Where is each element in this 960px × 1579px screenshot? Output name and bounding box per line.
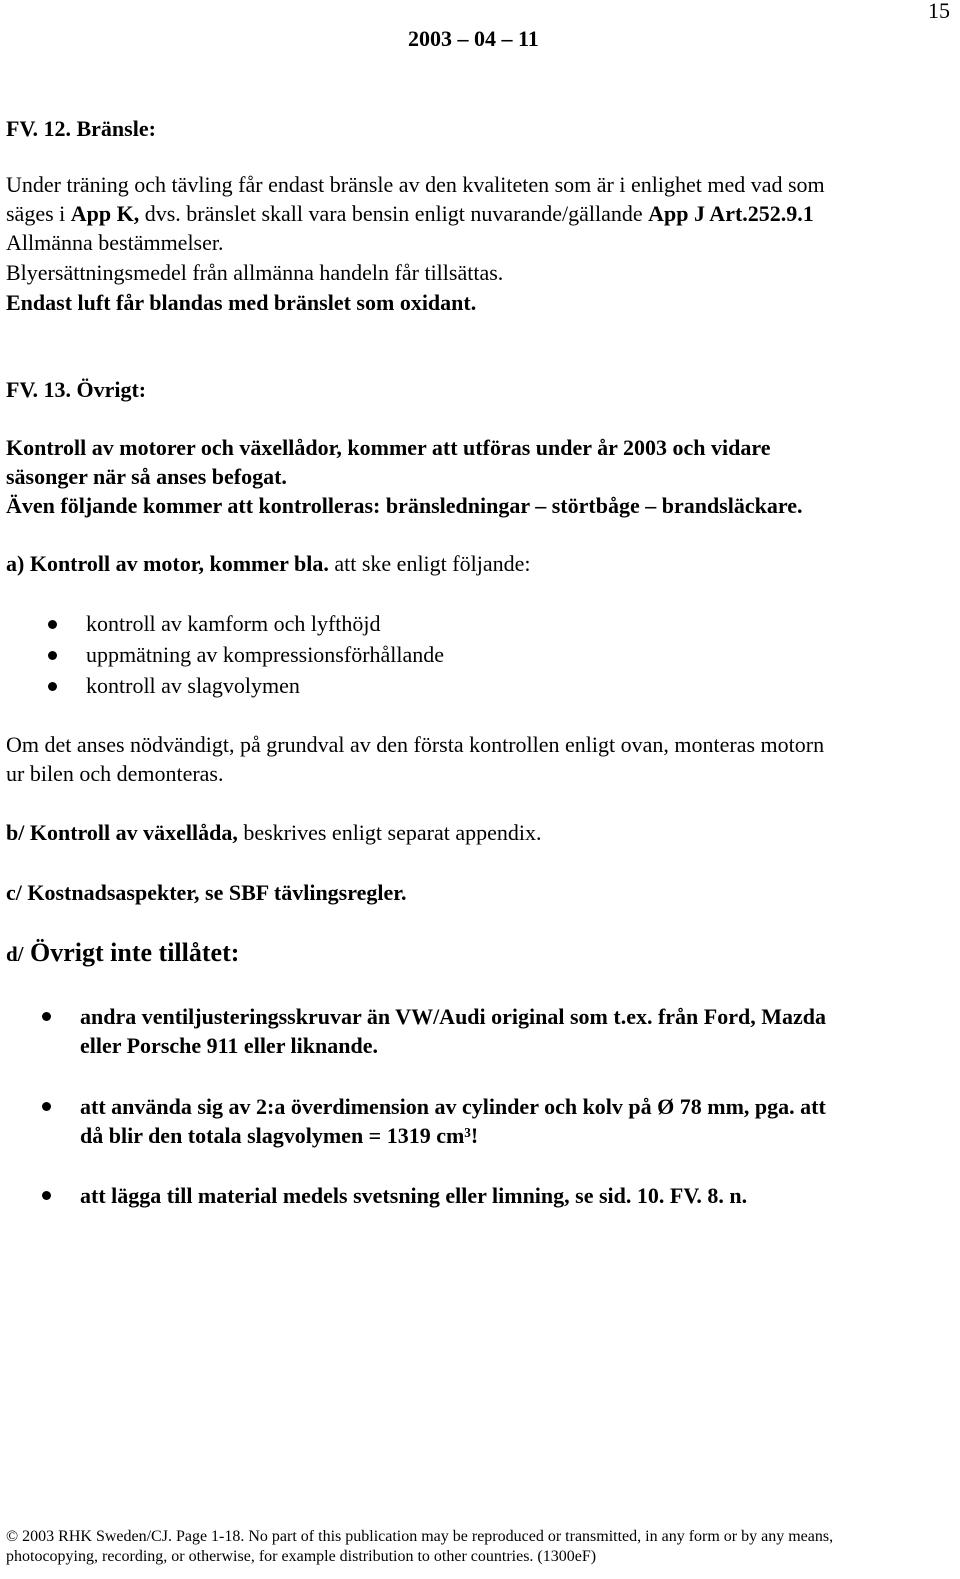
bullet-icon (48, 620, 57, 629)
bullet-icon (48, 651, 57, 660)
fv13-line-1: Kontroll av motorer och växellådor, kommer att utföras under år 2003 och vidare (6, 435, 771, 460)
app-k-reference: App K, (70, 201, 140, 226)
list-item: uppmätning av kompressionsförhållande (86, 642, 445, 667)
list-item: att lägga till material medels svetsning eller limning, se sid. 10. FV. 8. n. (80, 1183, 748, 1208)
cost-aspects-line: c/ Kostnadsaspekter, se SBF tävlingsregler. (6, 880, 407, 905)
motor-check-heading-rest: att ske enligt följande: (328, 551, 531, 576)
fv13-heading: FV. 13. Övrigt: (6, 377, 147, 402)
fv12-line-2a: säges i (6, 201, 71, 226)
fv12-heading: FV. 12. Bränsle: (6, 116, 156, 141)
gearbox-check-line (6, 818, 541, 847)
list-item-continuation: eller Porsche 911 eller liknande. (80, 1033, 378, 1058)
fv12-line-4: Blyersättningsmedel från allmänna handeln får tillsättas. (6, 260, 504, 285)
fv13-line-2: säsonger när så anses befogat. (6, 464, 287, 489)
motor-check-heading-bold: a) Kontroll av motor, kommer bla. (6, 551, 329, 576)
removal-paragraph-line-2: ur bilen och demonteras. (6, 761, 224, 786)
gearbox-check-bold: b/ Kontroll av växellåda, (6, 820, 238, 845)
list-item: andra ventiljusteringsskruvar än VW/Audi original som t.ex. från Ford, Mazda (80, 1004, 826, 1029)
app-j-reference: App J Art.252.9.1 (648, 201, 814, 226)
not-allowed-title: Övrigt inte tillåtet: (23, 938, 240, 967)
gearbox-check-rest: beskrives enligt separat appendix. (237, 820, 542, 845)
bullet-icon (42, 1191, 51, 1200)
list-item-continuation: då blir den totala slagvolymen = 1319 cm³! (80, 1123, 479, 1148)
copyright-line-1: © 2003 RHK Sweden/CJ. Page 1-18. No part of this publication may be reproduced or transmitted, in any form or by any means, (6, 1528, 834, 1545)
not-allowed-prefix: d/ (6, 942, 24, 966)
motor-check-heading (6, 549, 530, 578)
fv12-line-1: Under träning och tävling får endast bränsle av den kvaliteten som är i enlighet med vad som (6, 172, 825, 197)
fv12-line-2 (6, 199, 814, 228)
list-item: kontroll av kamform och lyfthöjd (86, 611, 381, 636)
list-item: kontroll av slagvolymen (86, 673, 300, 698)
bullet-icon (48, 682, 57, 691)
bullet-icon (42, 1102, 51, 1111)
fv12-line-3: Allmänna bestämmelser. (6, 230, 224, 255)
document-date: 2003 – 04 – 11 (408, 26, 539, 51)
fv13-line-3: Även följande kommer att kontrolleras: bränsledningar – störtbåge – brandsläckare. (6, 493, 803, 518)
list-item: att använda sig av 2:a överdimension av cylinder och kolv på Ø 78 mm, pga. att (80, 1094, 826, 1119)
not-allowed-heading (6, 935, 239, 972)
copyright-line-2: photocopying, recording, or otherwise, for example distribution to other countries. (1300eF) (6, 1548, 597, 1565)
fv12-line-2c: dvs. bränslet skall vara bensin enligt nuvarande/gällande (139, 201, 649, 226)
page-number: 15 (928, 0, 950, 23)
removal-paragraph-line-1: Om det anses nödvändigt, på grundval av den första kontrollen enligt ovan, monteras motorn (6, 732, 825, 757)
bullet-icon (42, 1012, 51, 1021)
fv12-line-5: Endast luft får blandas med bränslet som oxidant. (6, 290, 477, 315)
